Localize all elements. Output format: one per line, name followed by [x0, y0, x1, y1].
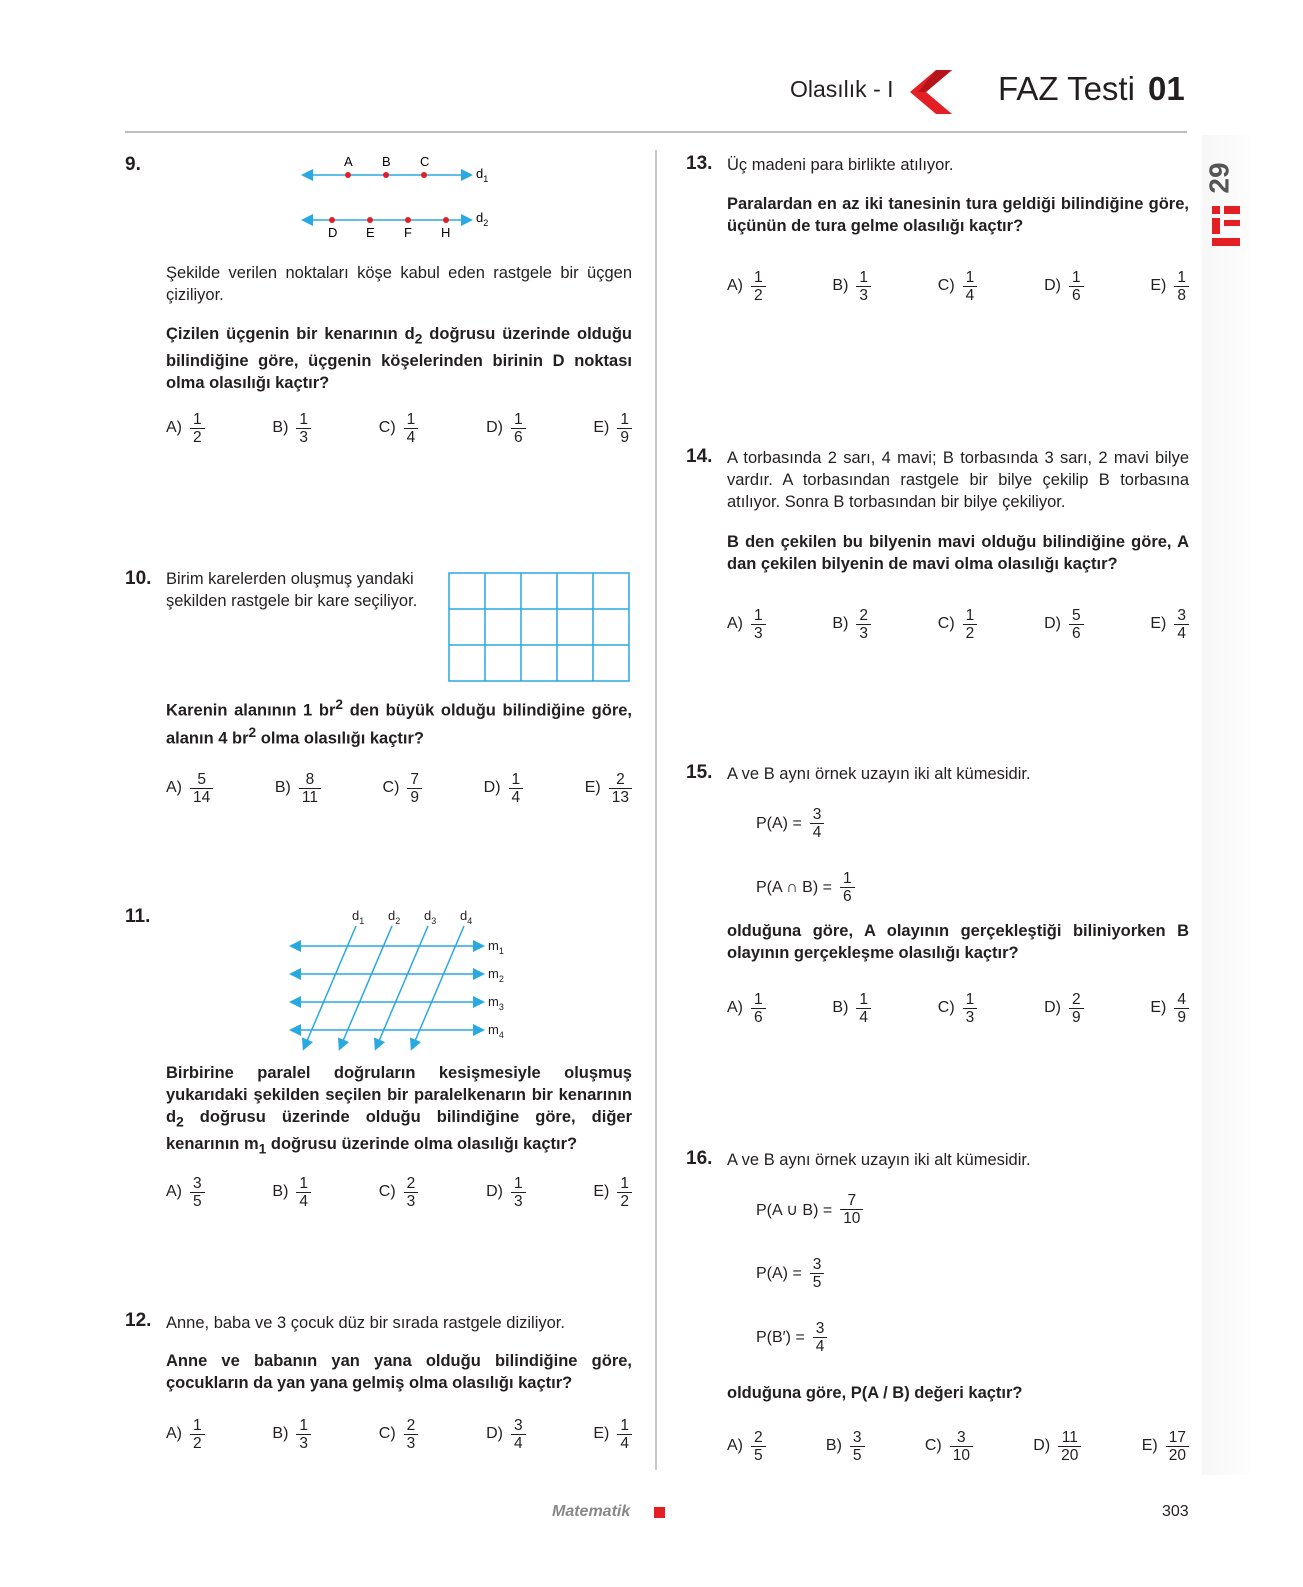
question-number: 13. — [686, 153, 713, 174]
answer-option[interactable] — [486, 411, 526, 446]
fraction-numerator: 1 — [754, 990, 763, 1008]
fraction-numerator: 1 — [620, 1416, 629, 1434]
option-fraction — [856, 607, 871, 642]
option-label: A) — [727, 999, 743, 1016]
option-fraction — [404, 1417, 419, 1452]
question-number: 12. — [125, 1310, 152, 1331]
label-a: A — [344, 154, 353, 169]
q12-text: Anne, baba ve 3 çocuk düz bir sırada rastgele diziliyor. — [166, 1314, 565, 1332]
q16-text: A ve B aynı örnek uzayın iki alt kümesidir. — [727, 1151, 1031, 1169]
option-fraction — [190, 1175, 205, 1210]
fraction-denominator: 4 — [404, 428, 419, 446]
option-label: B) — [274, 779, 291, 796]
answer-option[interactable] — [166, 771, 213, 806]
option-fraction — [1174, 991, 1189, 1026]
label-d2: $d_2$ — [388, 908, 401, 926]
option-fraction — [609, 771, 632, 806]
fraction-numerator: 1 — [299, 1416, 309, 1434]
answer-option[interactable] — [1033, 1429, 1081, 1464]
q9-question: Çizilen üçgenin bir kenarının $d_2$ doğrusu üzerinde olduğu bilindiğine göre, üçgenin köşelerinden birinin D noktası olma olasılığı kaçtır? — [166, 325, 632, 393]
label-d2: $d_2$ — [476, 210, 489, 228]
q12-options — [166, 1412, 632, 1456]
fraction-denominator: 9 — [407, 788, 422, 806]
option-label: E) — [1150, 615, 1167, 632]
fraction-numerator: 7 — [410, 770, 420, 788]
answer-option[interactable] — [275, 771, 321, 806]
answer-option[interactable] — [1150, 607, 1189, 642]
option-label: B) — [832, 999, 849, 1016]
q9-options — [166, 406, 632, 450]
option-label: C) — [378, 1425, 396, 1442]
label-c: C — [420, 154, 430, 169]
q11-question: Birbirine paralel doğruların kesişmesiyle oluşmuş yukarıdaki şekilden seçilen bir paralelkenarın bir kenarının $d_2$ doğrusu üzerinde olduğu bilindiğine göre, diğer kenarının $m_1$ doğrusu üzerinde olma olasılığı kaçtır? — [166, 1064, 632, 1157]
label-d3: $d_3$ — [424, 908, 437, 926]
fraction-denominator: 5 — [190, 1192, 205, 1210]
fraction-numerator: 1 — [965, 606, 975, 624]
option-fraction — [617, 1175, 632, 1210]
fraction-denominator: 10 — [950, 1446, 973, 1464]
option-label: E) — [1141, 1437, 1158, 1454]
option-label: B) — [832, 277, 849, 294]
answer-option[interactable] — [585, 771, 632, 806]
fraction-denominator: 2 — [617, 1192, 632, 1210]
option-label: C) — [937, 615, 955, 632]
q9-text: Şekilde verilen noktaları köşe kabul eden rastgele bir üçgen çiziliyor. — [166, 264, 632, 304]
option-label: E) — [593, 1425, 610, 1442]
answer-option[interactable] — [593, 1417, 632, 1452]
label-f: F — [404, 225, 412, 240]
q12-question: Anne ve babanın yan yana olduğu bilindiğine göre, çocukların da yan yana gelmiş olma olasılığı kaçtır? — [166, 1352, 632, 1392]
fraction-denominator: 6 — [1069, 286, 1084, 304]
fraction-numerator: 11 — [1061, 1428, 1078, 1446]
q10-grid-figure — [448, 572, 632, 684]
fraction-numerator: 1 — [620, 1174, 629, 1192]
fraction-numerator: 1 — [511, 770, 521, 788]
fraction-denominator: 4 — [617, 1434, 632, 1452]
answer-option[interactable] — [727, 991, 766, 1026]
header-topic: Olasılık - I — [790, 76, 894, 102]
fraction-numerator: 1 — [513, 1174, 523, 1192]
answer-option[interactable] — [272, 1175, 311, 1210]
fraction-denominator: 9 — [1174, 1008, 1189, 1026]
point-a — [345, 172, 351, 178]
answer-option[interactable] — [1150, 991, 1189, 1026]
fraction-numerator: 17 — [1168, 1428, 1186, 1446]
option-label: D) — [486, 1425, 503, 1442]
answer-option[interactable] — [379, 1175, 419, 1210]
option-label: A) — [727, 615, 743, 632]
answer-option[interactable] — [826, 1429, 865, 1464]
answer-option[interactable] — [593, 411, 632, 446]
answer-option[interactable] — [1044, 607, 1084, 642]
q14-question: B den çekilen bu bilyenin mavi olduğu bilindiğine göre, A dan çekilen bilyenin de mavi olma olasılığı kaçtır? — [727, 533, 1189, 573]
answer-option[interactable] — [1150, 269, 1189, 304]
fraction-numerator: 4 — [1177, 990, 1186, 1008]
fraction-numerator: 3 — [957, 1428, 966, 1446]
q15-text: A ve B aynı örnek uzayın iki alt kümesidir. — [727, 765, 1031, 783]
option-fraction — [1069, 991, 1084, 1026]
option-label: A) — [727, 277, 743, 294]
option-fraction — [856, 269, 871, 304]
fraction-numerator: 2 — [1071, 990, 1081, 1008]
chevron-logo-icon — [908, 68, 952, 116]
fraction-numerator: 1 — [754, 606, 763, 624]
fraction-denominator: 4 — [856, 1008, 871, 1026]
answer-option[interactable] — [166, 411, 205, 446]
fraction-numerator: 1 — [299, 1174, 309, 1192]
option-fraction — [511, 1417, 526, 1452]
header-title: FAZ Testi — [998, 70, 1135, 107]
option-label: B) — [832, 615, 849, 632]
option-fraction — [617, 1417, 632, 1452]
side-logo-icon — [1212, 206, 1242, 252]
answer-option[interactable] — [383, 771, 423, 806]
option-fraction — [190, 411, 205, 446]
q15-given-pa: P(A) = $\frac{3}{4}$ — [756, 806, 824, 841]
answer-option[interactable] — [379, 411, 419, 446]
option-fraction — [1166, 1429, 1189, 1464]
answer-option[interactable] — [938, 269, 978, 304]
option-label: C) — [382, 779, 400, 796]
side-strip — [1202, 135, 1250, 1475]
fraction-numerator: 2 — [859, 606, 869, 624]
label-d4: $d_4$ — [460, 908, 473, 926]
option-label: E) — [593, 1183, 610, 1200]
option-fraction — [950, 1429, 973, 1464]
option-label: C) — [378, 1183, 396, 1200]
q16-options — [727, 1424, 1189, 1468]
fraction-numerator: 5 — [197, 770, 206, 788]
option-fraction — [751, 269, 766, 304]
label-m1: $m_1$ — [488, 938, 504, 956]
label-m2: $m_2$ — [488, 966, 504, 984]
fraction-denominator: 3 — [751, 624, 766, 642]
fraction-denominator: 3 — [404, 1434, 419, 1452]
fraction-denominator: 4 — [511, 1434, 526, 1452]
question-number: 10. — [125, 568, 152, 589]
fraction-denominator: 2 — [751, 286, 766, 304]
fraction-numerator: 1 — [965, 990, 975, 1008]
fraction-denominator: 20 — [1058, 1446, 1081, 1464]
fraction-denominator: 3 — [404, 1192, 419, 1210]
option-fraction — [299, 771, 321, 806]
footer-square-icon — [654, 1507, 665, 1518]
fraction-denominator: 8 — [1174, 286, 1189, 304]
option-label: D) — [1033, 1437, 1051, 1454]
answer-option[interactable] — [727, 1429, 766, 1464]
fraction-numerator: 1 — [1071, 268, 1081, 286]
answer-option[interactable] — [727, 269, 766, 304]
option-label: E) — [1150, 999, 1167, 1016]
fraction-numerator: 3 — [852, 1428, 862, 1446]
fraction-denominator: 3 — [856, 624, 871, 642]
option-fraction — [963, 607, 978, 642]
q13-text: Üç madeni para birlikte atılıyor. — [727, 156, 954, 174]
column-divider — [655, 150, 657, 1470]
fraction-denominator: 9 — [1069, 1008, 1084, 1026]
answer-option[interactable] — [593, 1175, 632, 1210]
q13-question: Paralardan en az iki tanesinin tura geldiği bilindiğine göre, üçünün de tura gelme olasılığı kaçtır? — [727, 195, 1189, 235]
answer-option[interactable] — [379, 1417, 419, 1452]
q16-question: olduğuna göre, P(A / B) değeri kaçtır? — [727, 1384, 1023, 1402]
fraction-numerator: 5 — [1071, 606, 1081, 624]
fraction-numerator: 1 — [193, 410, 202, 428]
fraction-denominator: 4 — [509, 788, 524, 806]
answer-option[interactable] — [832, 991, 871, 1026]
label-e: E — [366, 225, 375, 240]
option-fraction — [296, 1417, 311, 1452]
option-fraction — [296, 411, 311, 446]
option-fraction — [856, 991, 871, 1026]
fraction-numerator: 8 — [305, 770, 315, 788]
option-fraction — [963, 269, 978, 304]
point-c — [421, 172, 427, 178]
fraction-denominator: 3 — [963, 1008, 978, 1026]
option-label: A) — [727, 1437, 743, 1454]
label-b: B — [382, 154, 391, 169]
fraction-denominator: 4 — [296, 1192, 311, 1210]
option-fraction — [1069, 607, 1084, 642]
answer-option[interactable] — [484, 771, 524, 806]
answer-option[interactable] — [938, 991, 978, 1026]
option-fraction — [511, 411, 526, 446]
q13-options — [727, 264, 1189, 308]
fraction-numerator: 1 — [299, 410, 309, 428]
fraction-denominator: 3 — [511, 1192, 526, 1210]
fraction-numerator: 3 — [193, 1174, 202, 1192]
fraction-denominator: 6 — [511, 428, 526, 446]
answer-option[interactable] — [925, 1429, 973, 1464]
footer-subject: Matematik — [552, 1503, 631, 1520]
option-fraction — [751, 607, 766, 642]
option-fraction — [963, 991, 978, 1026]
option-label: B) — [272, 1183, 289, 1200]
option-label: B) — [825, 1437, 842, 1454]
fraction-denominator: 20 — [1166, 1446, 1189, 1464]
label-d1: $d_1$ — [476, 166, 489, 184]
option-label: C) — [937, 999, 955, 1016]
label-d: D — [328, 225, 338, 240]
fraction-denominator: 6 — [751, 1008, 766, 1026]
footer-page-number: 303 — [1162, 1503, 1189, 1520]
q14-text: A torbasında 2 sarı, 4 mavi; B torbasında 3 sarı, 2 mavi bilye vardır. A torbasından rastgele bir bilye çekilip B torbasına atılıyor. Sonra B torbasından bir bilye çekiliyor. — [727, 449, 1189, 511]
fraction-numerator: 1 — [859, 990, 869, 1008]
option-fraction — [509, 771, 524, 806]
fraction-denominator: 9 — [617, 428, 632, 446]
q16-given-paub: P(A ∪ B) = $\frac{7}{10}$ — [756, 1192, 863, 1227]
option-fraction — [190, 771, 213, 806]
option-label: D) — [483, 779, 501, 796]
answer-option[interactable] — [938, 607, 978, 642]
fraction-numerator: 1 — [859, 268, 869, 286]
option-fraction — [296, 1175, 311, 1210]
answer-option[interactable] — [486, 1175, 526, 1210]
fraction-numerator: 1 — [965, 268, 975, 286]
option-fraction — [404, 411, 419, 446]
option-fraction — [1058, 1429, 1081, 1464]
fraction-denominator: 4 — [1174, 624, 1189, 642]
point-e — [367, 217, 373, 223]
point-d — [329, 217, 335, 223]
question-number: 15. — [686, 762, 713, 783]
point-h — [443, 217, 449, 223]
answer-option[interactable] — [727, 607, 766, 642]
fraction-numerator: 3 — [513, 1416, 523, 1434]
option-label: E) — [593, 419, 610, 436]
fraction-numerator: 1 — [406, 410, 416, 428]
fraction-denominator: 5 — [751, 1446, 766, 1464]
option-fraction — [1069, 269, 1084, 304]
q15-given-pab: P(A ∩ B) = $\frac{1}{6}$ — [756, 870, 855, 905]
question-number: 11. — [125, 906, 151, 927]
label-m4: $m_4$ — [488, 1022, 504, 1040]
answer-option[interactable] — [1044, 991, 1084, 1026]
option-label: C) — [924, 1437, 942, 1454]
fraction-numerator: 2 — [754, 1428, 763, 1446]
q15-question: olduğuna göre, A olayının gerçekleştiği biliniyorken B olayının gerçekleşme olasılığı kaçtır? — [727, 922, 1189, 962]
q10-options — [166, 766, 632, 810]
option-fraction — [407, 771, 422, 806]
option-label: C) — [937, 277, 955, 294]
answer-option[interactable] — [272, 411, 311, 446]
fraction-denominator: 13 — [609, 788, 632, 806]
fraction-denominator: 2 — [963, 624, 978, 642]
q14-options — [727, 602, 1189, 646]
fraction-numerator: 2 — [616, 770, 625, 788]
option-label: D) — [1044, 615, 1061, 632]
fraction-numerator: 3 — [1177, 606, 1186, 624]
option-fraction — [617, 411, 632, 446]
fraction-denominator: 2 — [190, 1434, 205, 1452]
option-fraction — [1174, 607, 1189, 642]
label-m3: $m_3$ — [488, 994, 504, 1012]
fraction-denominator: 3 — [296, 1434, 311, 1452]
option-label: D) — [1044, 999, 1061, 1016]
fraction-denominator: 11 — [299, 788, 321, 806]
fraction-denominator: 14 — [190, 788, 213, 806]
point-b — [383, 172, 389, 178]
fraction-denominator: 2 — [190, 428, 205, 446]
q11-options — [166, 1170, 632, 1214]
option-label: B) — [272, 419, 289, 436]
option-label: D) — [486, 1183, 503, 1200]
option-fraction — [190, 1417, 205, 1452]
q11-parallel-lines-figure — [286, 904, 516, 1052]
answer-option[interactable] — [1142, 1429, 1189, 1464]
option-fraction — [404, 1175, 419, 1210]
fraction-numerator: 2 — [406, 1416, 416, 1434]
label-h: H — [441, 225, 451, 240]
fraction-denominator: 4 — [963, 286, 978, 304]
question-number: 14. — [686, 446, 713, 467]
header-divider — [125, 131, 1187, 133]
fraction-denominator: 6 — [1069, 624, 1084, 642]
option-label: C) — [378, 419, 396, 436]
option-label: D) — [1044, 277, 1061, 294]
question-number: 9. — [125, 154, 141, 175]
side-page-number — [1203, 158, 1240, 198]
option-fraction — [1174, 269, 1189, 304]
answer-option[interactable] — [1044, 269, 1084, 304]
option-fraction — [850, 1429, 865, 1464]
option-fraction — [751, 991, 766, 1026]
fraction-numerator: 2 — [406, 1174, 416, 1192]
fraction-denominator: 3 — [296, 428, 311, 446]
option-label: D) — [486, 419, 503, 436]
fraction-numerator: 1 — [193, 1416, 202, 1434]
fraction-denominator: 3 — [856, 286, 871, 304]
point-f — [405, 217, 411, 223]
option-fraction — [751, 1429, 766, 1464]
fraction-numerator: 1 — [513, 410, 523, 428]
label-d1: $d_1$ — [352, 908, 365, 926]
q9-lines-figure — [300, 150, 500, 242]
fraction-numerator: 1 — [754, 268, 763, 286]
option-label: E) — [584, 779, 601, 796]
q16-given-pbprime: P(B′) = $\frac{3}{4}$ — [756, 1320, 827, 1355]
fraction-numerator: 1 — [620, 410, 629, 428]
option-label: A) — [166, 419, 182, 436]
fraction-denominator: 5 — [850, 1446, 865, 1464]
option-label: A) — [166, 1183, 182, 1200]
answer-option[interactable] — [166, 1417, 205, 1452]
q10-text: Birim karelerden oluşmuş yandaki şekilden rastgele bir kare seçiliyor. — [166, 570, 418, 610]
option-label: A) — [166, 1425, 182, 1442]
q16-given-pa: P(A) = $\frac{3}{5}$ — [756, 1256, 824, 1291]
side-page-label: 29 — [1203, 162, 1235, 194]
option-label: B) — [272, 1425, 289, 1442]
option-fraction — [511, 1175, 526, 1210]
answer-option[interactable] — [272, 1417, 311, 1452]
answer-option[interactable] — [166, 1175, 205, 1210]
question-number: 16. — [686, 1148, 713, 1169]
answer-option[interactable] — [832, 607, 871, 642]
option-label: A) — [166, 779, 182, 796]
answer-option[interactable] — [832, 269, 871, 304]
option-label: E) — [1150, 277, 1167, 294]
q10-question: Karenin alanının 1 $br^2$ den büyük olduğu bilindiğine göre, alanın 4 $br^2$ olma olasılığı kaçtır? — [166, 697, 632, 747]
answer-option[interactable] — [486, 1417, 526, 1452]
q15-options — [727, 986, 1189, 1030]
fraction-numerator: 1 — [1177, 268, 1186, 286]
header-test-number: 01 — [1148, 70, 1185, 107]
